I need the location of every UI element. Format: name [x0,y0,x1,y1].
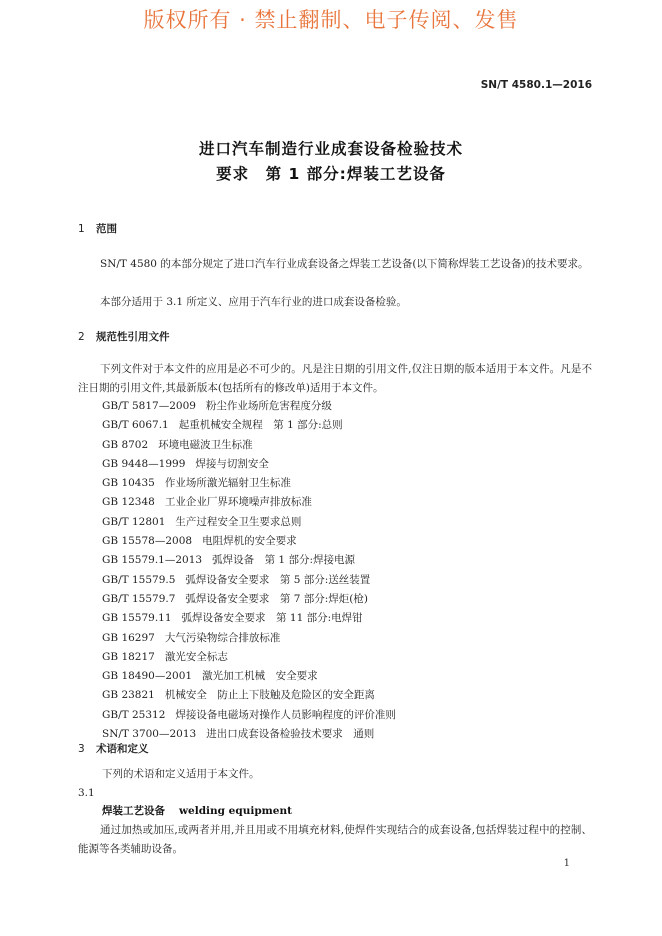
reference-title: 进出口成套设备检验技术要求 通则 [206,728,375,741]
reference-code: GB 9448—1999 [102,457,186,470]
section-number: 3 [78,743,85,755]
reference-code: GB/T 25312 [102,708,166,721]
reference-item [102,493,396,512]
term-number: 3.1 [78,787,95,799]
reference-title: 机械安全 防止上下肢触及危险区的安全距离 [164,689,375,702]
reference-item [102,474,396,493]
reference-code: GB 8702 [102,438,149,451]
section-heading-normative-references [78,329,170,344]
reference-item [102,706,396,725]
reference-item [102,436,396,455]
reference-title: 焊接设备电磁场对操作人员影响程度的评价准则 [175,708,396,721]
reference-code: GB/T 5817—2009 [102,400,196,412]
reference-item [102,397,396,416]
reference-title: 作业场所激光辐射卫生标准 [164,477,291,490]
reference-title: 弧焊设备安全要求 第 7 部分:焊炬(枪) [185,592,368,605]
term-english: welding equipment [179,805,292,817]
section-title: 范围 [96,223,117,235]
reference-code: GB 15579.11 [102,612,172,625]
reference-item [102,416,396,435]
reference-title: 焊接与切割安全 [195,457,269,470]
reference-code: GB/T 15579.5 [102,573,176,586]
reference-code: GB 23821 [102,689,155,702]
reference-item [102,686,396,705]
reference-item [102,629,396,648]
reference-item [102,590,396,609]
section-number: 2 [78,331,85,343]
terms-intro: 下列的术语和定义适用于本文件。 [102,768,260,780]
reference-title: 电阻焊机的安全要求 [202,535,297,548]
section-heading-scope [78,221,117,236]
reference-code: GB 10435 [102,477,155,490]
reference-title: 生产过程安全卫生要求总则 [175,515,302,528]
copyright-watermark: 版权所有 · 禁止翻制、电子传阅、发售 [143,8,519,32]
normative-intro-paragraph: 下列文件对于本文件的应用是必不可少的。凡是注日期的引用文件,仅注日期的版本适用于本文件。凡是不注日期的引用文件,其最新版本(包括所有的修改单)适用于本文件。 [78,363,592,394]
reference-item [102,609,396,628]
reference-title: 弧焊设备安全要求 第 11 部分:电焊钳 [181,612,363,625]
reference-title: 弧焊设备安全要求 第 5 部分:送丝装置 [185,573,371,586]
term-definition: 通过加热或加压,或两者并用,并且用或不用填充材料,使焊件实现结合的成套设备,包括焊装过程中的控制、能源等各类辅助设备。 [78,824,592,855]
page-number: 1 [563,858,570,869]
reference-title: 工业企业厂界环境噪声排放标准 [164,496,312,509]
reference-title: 起重机械安全规程 第 1 部分:总则 [178,419,343,432]
reference-item [102,648,396,667]
reference-title: 激光加工机械 安全要求 [202,670,318,683]
reference-code: GB 18217 [102,650,155,663]
reference-code: SN/T 3700—2013 [102,728,197,741]
reference-title: 粉尘作业场所危害程度分级 [205,400,332,412]
reference-title: 激光安全标志 [164,650,228,663]
reference-item [102,532,396,551]
reference-code: GB 12348 [102,496,155,509]
section-title: 规范性引用文件 [96,331,170,343]
reference-item [102,667,396,686]
scope-paragraph-1: SN/T 4580 的本部分规定了进口汽车行业成套设备之焊装工艺设备(以下简称焊装工艺设备)的技术要求。 [100,258,589,270]
reference-code: GB/T 15579.7 [102,592,176,605]
reference-code: GB/T 12801 [102,515,166,528]
section-number: 1 [78,223,85,235]
section-heading-terms-definitions [78,741,149,756]
reference-code: GB/T 6067.1 [102,419,169,432]
standard-number: SN/T 4580.1—2016 [480,79,592,91]
reference-code: GB 15578—2008 [102,535,193,548]
term-heading [102,803,292,818]
document-title-line-2: 要求 第 1 部分:焊装工艺设备 [216,165,446,183]
document-title-line-1: 进口汽车制造行业成套设备检验技术 [198,140,463,158]
reference-code: GB 18490—2001 [102,670,193,683]
reference-item [102,571,396,590]
section-title: 术语和定义 [96,743,149,755]
reference-code: GB 15579.1—2013 [102,554,203,567]
reference-title: 弧焊设备 第 1 部分:焊接电源 [212,554,355,567]
reference-item [102,455,396,474]
reference-title: 大气污染物综合排放标准 [164,631,281,644]
reference-item [102,513,396,532]
reference-title: 环境电磁波卫生标准 [158,438,253,451]
reference-code: GB 16297 [102,631,155,644]
term-chinese: 焊装工艺设备 [102,805,165,817]
reference-item [102,551,396,570]
scope-paragraph-2: 本部分适用于 3.1 所定义、应用于汽车行业的进口成套设备检验。 [100,296,407,308]
reference-list [102,397,396,744]
